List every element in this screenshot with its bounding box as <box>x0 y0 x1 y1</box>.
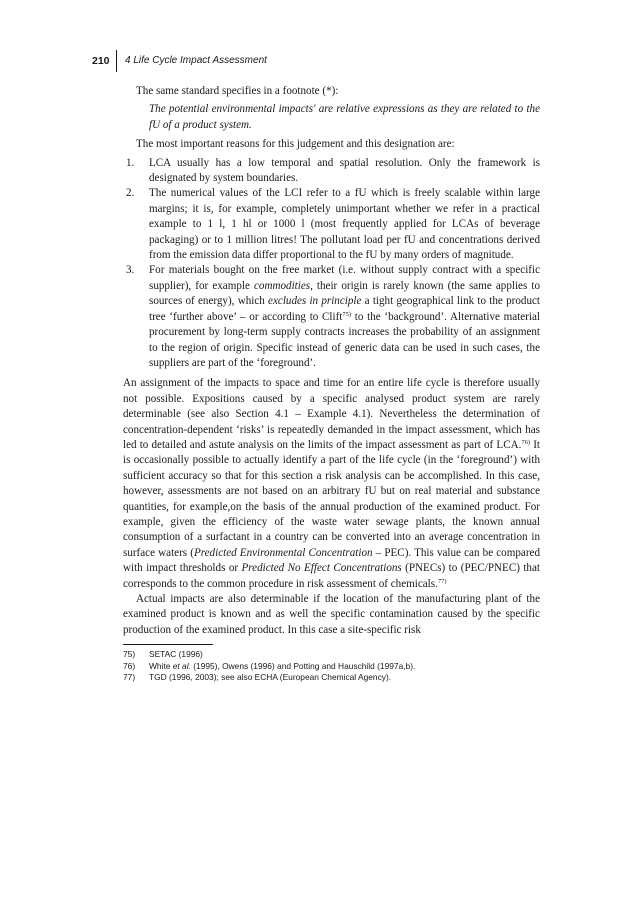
list-item <box>123 186 540 263</box>
list-item-text: For materials bought on the free market (i.e. without supply contract with a specific supplier), for example commodities, their origin is rarely known (the same applies to sources of energy), which excludes in principle a tight geographical link to the product tree ‘further above’ – or according to Clift$^{75)}$ to the ‘background’. Alternative material procurement by long-term supply contracts increases the probability of an assignment to the region of origin. Specific instead of generic data can be used in such cases, the suppliers are part of the ‘foreground’. <box>149 264 540 369</box>
footnote <box>123 672 540 684</box>
quoted-definition: The potential environmental impacts' are relative expressions as they are related to the fU of a product system. <box>149 103 540 131</box>
page-number: 210 <box>92 55 110 67</box>
list-item-number: 3. <box>126 264 135 277</box>
footnote-number: 77) <box>123 672 136 683</box>
footnote-text: White et al. (1995), Owens (1996) and Potting and Hauschild (1997a,b). <box>149 660 416 671</box>
header-divider <box>116 50 117 72</box>
footnote-number: 75) <box>123 649 136 660</box>
body-paragraph: An assignment of the impacts to space and time for an entire life cycle is therefore usually not possible. Expositions caused by a specific analysed product system are rarely determinable (see also Section 4.1 – Example 4.1). Nevertheless the determination of concentration-dependent ‘risks’ is repeatedly demanded in the impact assessment, which has led to detailed and astute analysis on the limits of the impact assessment as part of LCA.$^{76)}$ It is occasionally possible to actually identify a part of the life cycle (in the ‘foreground’) with sufficient accuracy so that for this section a risk analysis can be accomplished. In this case, however, assessments are not based on an arbitrary fU but on real material and substance quantities, for example,on the basis of the annual production of the examined product. For example, given the efficiency of the waste water sewage plants, the known annual consumption of a surfactant in a country can be converted into an average concentration in surface waters (Predicted Environmental Concentration – PEC). This value can be compared with impact thresholds or Predicted No Effect Concentrations (PNECs) to (PEC/PNEC) that corresponds to the common procedure in risk assessment of chemicals.$^{77)}$ <box>123 377 540 590</box>
reasons-list <box>123 156 540 372</box>
body-paragraph: Actual impacts are also determinable if the location of the manufacturing plant of the examined product is known and as well the specific contamination caused by the specific production of the examined product. In this case a site-specific risk <box>123 593 540 636</box>
footnote <box>123 661 540 673</box>
footnote-ref: 76) <box>521 438 531 446</box>
list-item-text: The numerical values of the LCI refer to a fU which is freely scalable within large margins; it is, for example, completely unimportant whether we refer in a practical example to 1 l, 1 hl or 1000 l (most frequently applied for LCAs of beverage packaging) or to 1 million litres! The pollutant load per fU and concentrations derived from the emission data differ proportional to the fU by many orders of magnitude. <box>149 187 540 262</box>
footnote-ref: 75) <box>342 310 352 318</box>
main-text <box>123 84 540 684</box>
footnote <box>123 649 540 661</box>
footnote-divider <box>123 644 213 645</box>
footnote-ref: 77) <box>437 577 447 585</box>
footnote-text: TGD (1996, 2003); see also ECHA (European Chemical Agency). <box>149 672 392 683</box>
list-item-number: 1. <box>126 156 135 169</box>
footnote-number: 76) <box>123 660 136 671</box>
footnotes <box>123 649 540 684</box>
footnote-text: SETAC (1996) <box>149 649 203 660</box>
list-item <box>123 156 540 187</box>
list-item-text: LCA usually has a low temporal and spatial resolution. Only the framework is designated by system boundaries. <box>149 156 540 185</box>
list-item <box>123 263 540 371</box>
reasons-intro: The most important reasons for this judgement and this designation are: <box>136 138 455 151</box>
intro-paragraph: The same standard specifies in a footnote (*): <box>136 85 339 97</box>
list-item-number: 2. <box>126 187 135 200</box>
running-title: 4 Life Cycle Impact Assessment <box>125 55 267 66</box>
